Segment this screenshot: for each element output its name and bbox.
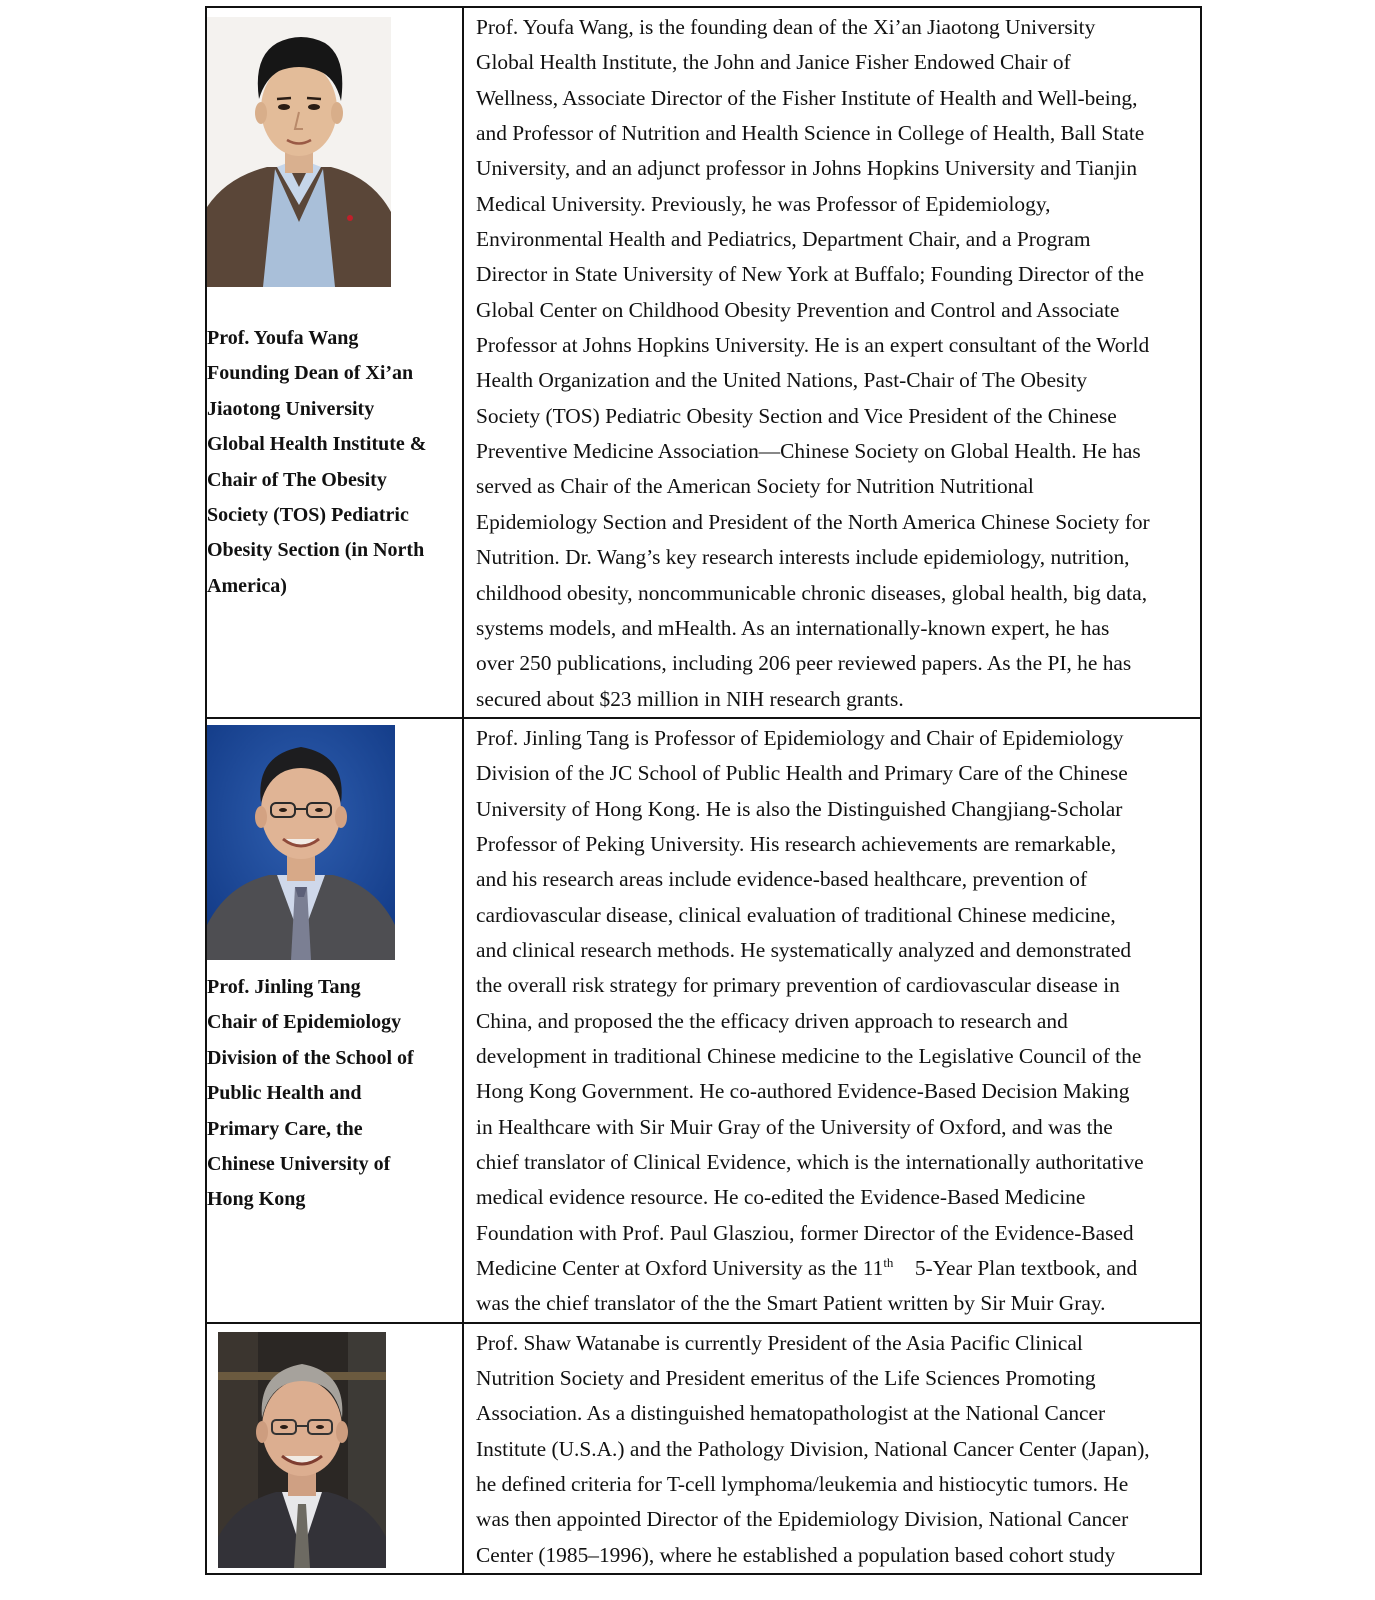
caption-line: Prof. Jinling Tang [207, 975, 361, 998]
bio-line: Global Health Institute, the John and Janice Fisher Endowed Chair of [476, 50, 1071, 75]
profile-3-left-cell [206, 1323, 463, 1574]
bio-line: and his research areas include evidence-based healthcare, prevention of [476, 867, 1088, 892]
bio-line: systems models, and mHealth. As an internationally-known expert, he has [476, 615, 1110, 640]
bio-line: Epidemiology Section and President of the North America Chinese Society for [476, 509, 1150, 534]
bio-line: University, and an adjunct professor in Johns Hopkins University and Tianjin [476, 156, 1138, 181]
caption-line: Chair of Epidemiology [207, 1011, 402, 1034]
caption-line: Global Health Institute & [207, 433, 427, 456]
profile-3-bio [464, 1324, 1200, 1573]
portrait-youfa-wang [207, 17, 391, 287]
bio-line: Nutrition Society and President emeritus of the Life Sciences Promoting [476, 1366, 1096, 1391]
profile-1-bio-cell [463, 7, 1201, 718]
bio-line: and clinical research methods. He systematically analyzed and demonstrated [476, 937, 1132, 962]
caption-line: America) [207, 574, 287, 597]
bio-line: secured about $23 million in NIH research grants. [476, 686, 904, 711]
profile-3-bio-cell [463, 1323, 1201, 1574]
bio-line: Nutrition. Dr. Wang’s key research interests include epidemiology, nutrition, [476, 545, 1130, 570]
bio-line: Association. As a distinguished hematopathologist at the National Cancer [476, 1401, 1106, 1426]
bio-line: and Professor of Nutrition and Health Science in College of Health, Ball State [476, 121, 1145, 146]
superscript: th [883, 1255, 894, 1271]
profile-1-left-cell [206, 7, 463, 718]
bio-line: Professor of Peking University. His research achievements are remarkable, [476, 831, 1117, 856]
profile-row-1 [206, 7, 1201, 718]
caption-line: Public Health and [207, 1082, 362, 1105]
bio-line: Preventive Medicine Association—Chinese Society on Global Health. He has [476, 439, 1141, 464]
bio-line: he defined criteria for T-cell lymphoma/leukemia and histiocytic tumors. He [476, 1472, 1129, 1497]
bio-line: development in traditional Chinese medicine to the Legislative Council of the [476, 1043, 1142, 1068]
bio-line-with-superscript [476, 1251, 1188, 1286]
bio-line: medical evidence resource. He co-edited the Evidence-Based Medicine [476, 1185, 1086, 1210]
bio-line: Prof. Youfa Wang, is the founding dean of the Xi’an Jiaotong University [476, 15, 1096, 39]
bio-line: China, and proposed the the efficacy driven approach to research and [476, 1008, 1068, 1033]
portrait-jinling-tang [207, 725, 395, 960]
profiles-table [205, 6, 1202, 1575]
bio-line: Foundation with Prof. Paul Glasziou, former Director of the Evidence-Based [476, 1220, 1134, 1245]
bio-line: Division of the JC School of Public Health and Primary Care of the Chinese [476, 761, 1128, 786]
bio-line: in Healthcare with Sir Muir Gray of the University of Oxford, and was the [476, 1114, 1113, 1139]
caption-line: Division of the School of [207, 1046, 414, 1069]
profile-2-bio-cell [463, 718, 1201, 1323]
bio-line: Prof. Jinling Tang is Professor of Epidemiology and Chair of Epidemiology [476, 725, 1124, 750]
bio-line: University of Hong Kong. He is also the Distinguished Changjiang-Scholar [476, 796, 1123, 821]
caption-line: Jiaotong University [207, 397, 375, 420]
portrait-shaw-watanabe [218, 1332, 386, 1568]
bio-line: Director in State University of New York at Buffalo; Founding Director of the [476, 262, 1144, 287]
bio-line-before-sup: Medicine Center at Oxford University as the 11 [476, 1256, 884, 1281]
bio-line: Medical University. Previously, he was Professor of Epidemiology, [476, 191, 1051, 216]
caption-line: Obesity Section (in North [207, 539, 425, 562]
bio-line: Global Center on Childhood Obesity Prevention and Control and Associate [476, 297, 1120, 322]
bio-line-after-sup: 5-Year Plan textbook, and [893, 1256, 1138, 1281]
caption-line: Prof. Youfa Wang [207, 327, 359, 349]
profile-2-caption [207, 970, 462, 1218]
profile-2-bio [464, 719, 1200, 1322]
bio-line: served as Chair of the American Society for Nutrition Nutritional [476, 474, 1034, 499]
caption-line: Chinese University of [207, 1152, 391, 1175]
bio-line: Prof. Shaw Watanabe is currently President of the Asia Pacific Clinical [476, 1330, 1083, 1355]
profile-1-bio [464, 8, 1200, 717]
bio-line: Center (1985–1996), where he established a population based cohort study [476, 1542, 1116, 1567]
caption-line: Chair of The Obesity [207, 468, 387, 491]
profile-row-2 [206, 718, 1201, 1323]
bio-line: Society (TOS) Pediatric Obesity Section and Vice President of the Chinese [476, 403, 1117, 428]
bio-line: Institute (U.S.A.) and the Pathology Division, National Cancer Center (Japan), [476, 1436, 1150, 1461]
caption-line: Society (TOS) Pediatric [207, 504, 409, 527]
caption-line: Founding Dean of Xi’an [207, 362, 414, 385]
bio-line: over 250 publications, including 206 peer reviewed papers. As the PI, he has [476, 651, 1132, 676]
bio-line: Hong Kong Government. He co-authored Evidence-Based Decision Making [476, 1079, 1130, 1104]
profile-row-3 [206, 1323, 1201, 1574]
profile-1-caption [207, 321, 462, 604]
bio-line: Environmental Health and Pediatrics, Department Chair, and a Program [476, 227, 1091, 252]
caption-line: Hong Kong [207, 1188, 306, 1211]
bio-line: was the chief translator of the the Smart Patient written by Sir Muir Gray. [476, 1291, 1106, 1316]
bio-line: Professor at Johns Hopkins University. He is an expert consultant of the World [476, 333, 1150, 358]
bio-line: Wellness, Associate Director of the Fisher Institute of Health and Well-being, [476, 85, 1138, 110]
caption-line: Primary Care, the [207, 1117, 363, 1140]
bio-line: childhood obesity, noncommunicable chronic diseases, global health, big data, [476, 580, 1148, 605]
bio-line: was then appointed Director of the Epidemiology Division, National Cancer [476, 1507, 1129, 1532]
bio-line: cardiovascular disease, clinical evaluation of traditional Chinese medicine, [476, 902, 1116, 927]
profile-2-left-cell [206, 718, 463, 1323]
bio-line: the overall risk strategy for primary prevention of cardiovascular disease in [476, 973, 1120, 998]
bio-line: Health Organization and the United Nations, Past-Chair of The Obesity [476, 368, 1088, 393]
bio-line: chief translator of Clinical Evidence, which is the internationally authoritative [476, 1150, 1144, 1174]
